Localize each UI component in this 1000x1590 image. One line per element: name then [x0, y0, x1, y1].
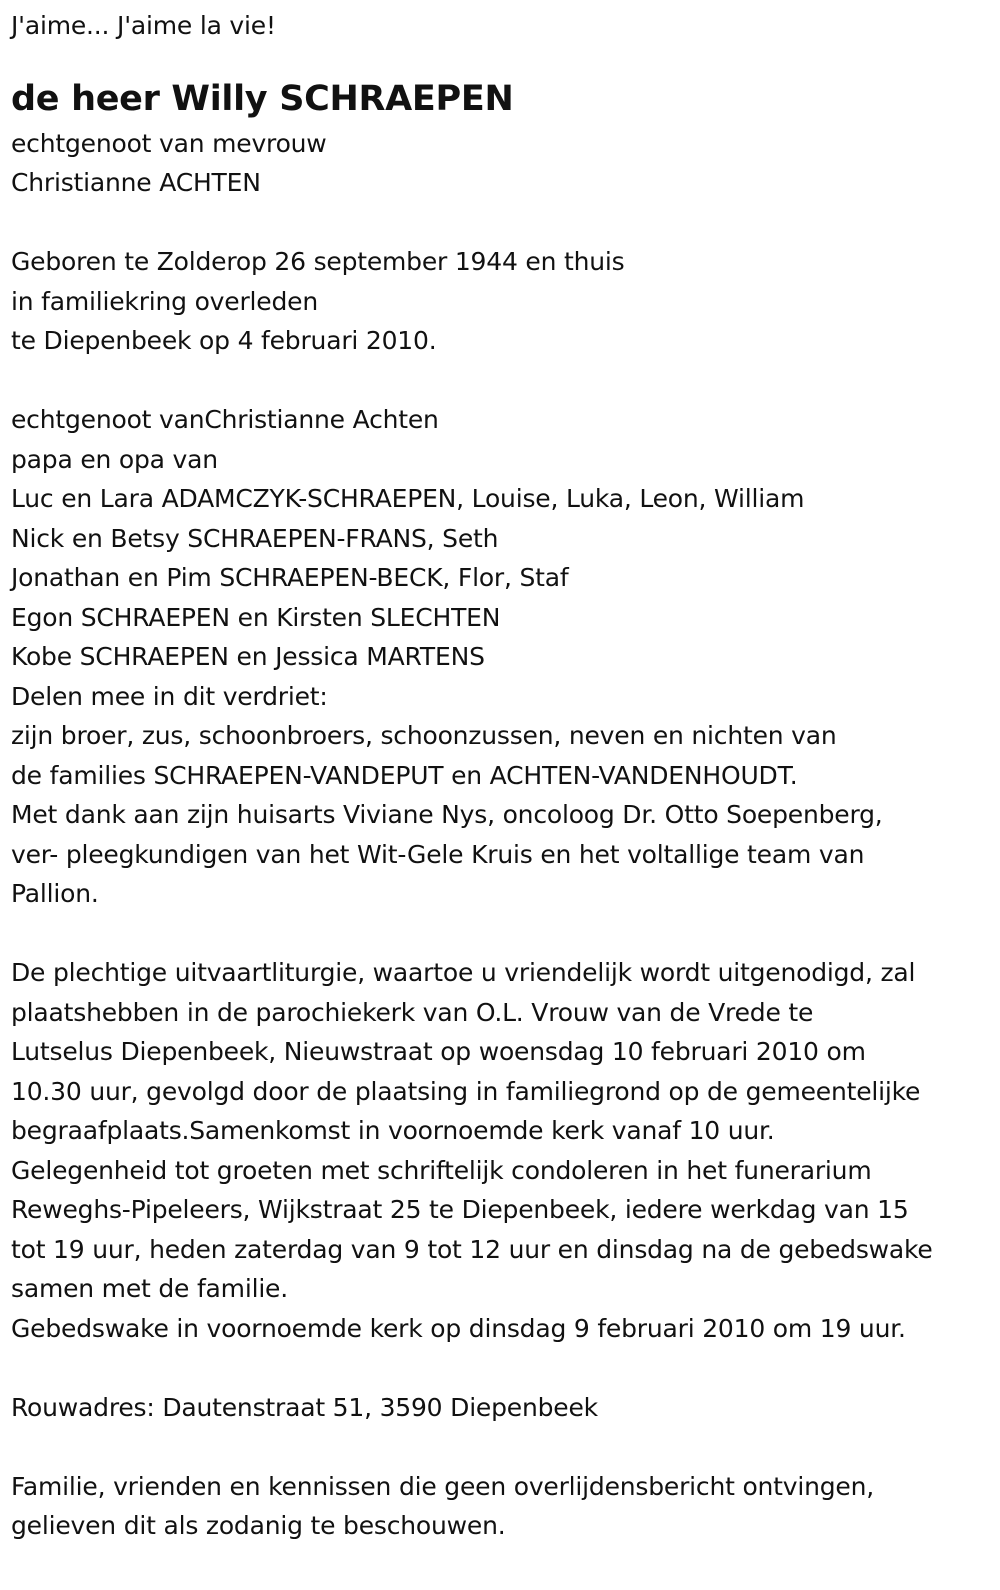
- deceased-name: de heer Willy SCHRAEPEN: [11, 78, 514, 119]
- birth-death-line: te Diepenbeek op 4 februari 2010.: [11, 326, 437, 355]
- spacer: [11, 203, 991, 243]
- family-line: Luc en Lara ADAMCZYK-SCHRAEPEN, Louise, Luka, Leon, William: [11, 484, 805, 513]
- funeral-line: Reweghs-Pipeleers, Wijkstraat 25 te Diepenbeek, iedere werkdag van 15: [11, 1195, 909, 1224]
- family-line: Nick en Betsy SCHRAEPEN-FRANS, Seth: [11, 523, 499, 553]
- family-line: Pallion.: [11, 879, 99, 908]
- spacer: [11, 914, 991, 954]
- family-line: papa en opa van: [11, 444, 218, 474]
- family-line: echtgenoot vanChristianne Achten: [11, 405, 439, 434]
- family-line: Kobe SCHRAEPEN en Jessica MARTENS: [11, 642, 485, 671]
- funeral-line: plaatshebben in de parochiekerk van O.L. Vrouw van de Vrede te: [11, 997, 814, 1027]
- motto: J'aime... J'aime la vie!: [11, 11, 276, 40]
- funeral-line: Gebedswake in voornoemde kerk op dinsdag 9 februari 2010 om 19 uur.: [11, 1313, 906, 1343]
- spouse-line: Christianne ACHTEN: [11, 168, 261, 197]
- closing-line: gelieven dit als zodanig te beschouwen.: [11, 1511, 506, 1540]
- family-line: Egon SCHRAEPEN en Kirsten SLECHTEN: [11, 602, 501, 632]
- family-line: zijn broer, zus, schoonbroers, schoonzussen, neven en nichten van: [11, 721, 837, 750]
- funeral-line: Gelegenheid tot groeten met schriftelijk condoleren in het funerarium: [11, 1155, 872, 1185]
- family-line: Delen mee in dit verdriet:: [11, 681, 328, 711]
- mourning-address: Rouwadres: Dautenstraat 51, 3590 Diepenbeek: [11, 1392, 598, 1422]
- funeral-line: samen met de familie.: [11, 1274, 288, 1303]
- family-line: Met dank aan zijn huisarts Viviane Nys, oncoloog Dr. Otto Soepenberg,: [11, 800, 883, 829]
- funeral-line: Lutselus Diepenbeek, Nieuwstraat op woensdag 10 februari 2010 om: [11, 1037, 866, 1066]
- family-line: Jonathan en Pim SCHRAEPEN-BECK, Flor, Staf: [11, 563, 569, 592]
- family-line: de families SCHRAEPEN-VANDEPUT en ACHTEN-VANDENHOUDT.: [11, 760, 798, 790]
- birth-death-line: Geboren te Zolderop 26 september 1944 en thuis: [11, 247, 625, 276]
- spacer: [11, 1348, 991, 1388]
- funeral-line: 10.30 uur, gevolgd door de plaatsing in familiegrond op de gemeentelijke: [11, 1076, 921, 1106]
- family-line: ver- pleegkundigen van het Wit-Gele Kruis en het voltallige team van: [11, 839, 865, 869]
- funeral-line: begraafplaats.Samenkomst in voornoemde kerk vanaf 10 uur.: [11, 1116, 775, 1145]
- spouse-line: echtgenoot van mevrouw: [11, 128, 327, 158]
- spacer: [11, 361, 991, 401]
- birth-death-line: in familiekring overleden: [11, 286, 318, 316]
- death-notice: [11, 0, 991, 1546]
- spacer: [11, 1427, 991, 1467]
- closing-line: Familie, vrienden en kennissen die geen overlijdensbericht ontvingen,: [11, 1471, 875, 1501]
- funeral-line: De plechtige uitvaartliturgie, waartoe u vriendelijk wordt uitgenodigd, zal: [11, 958, 916, 987]
- funeral-line: tot 19 uur, heden zaterdag van 9 tot 12 uur en dinsdag na de gebedswake: [11, 1234, 933, 1264]
